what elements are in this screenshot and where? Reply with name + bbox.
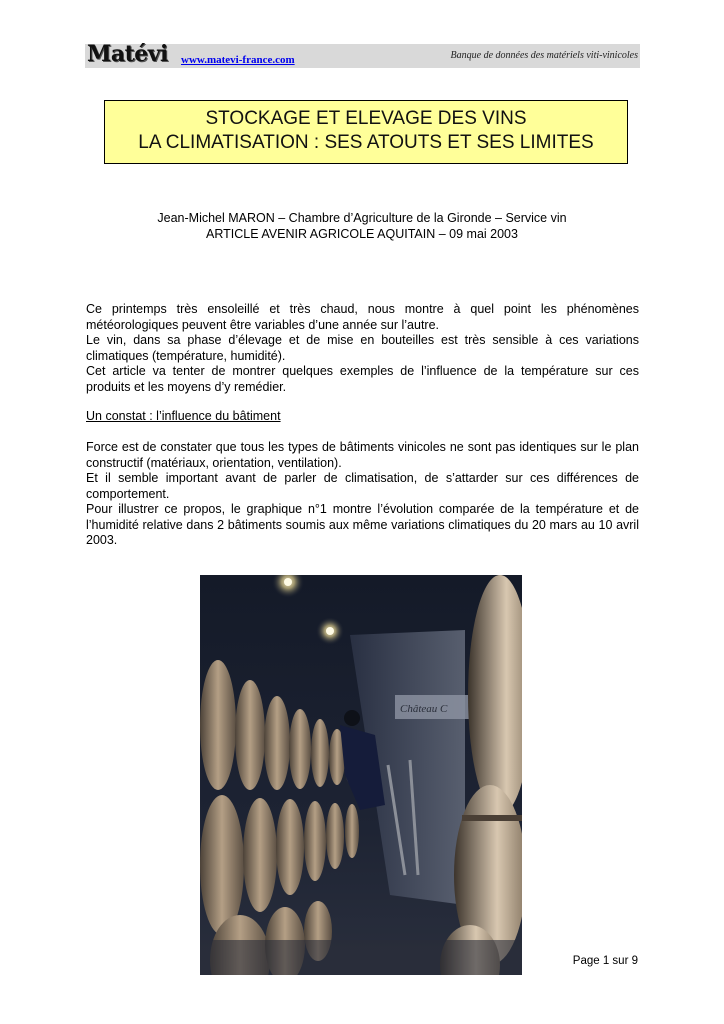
section-paragraph: Et il semble important avant de parler de climatisation, de s’attarder sur ces différences de comportement. — [86, 471, 639, 501]
title-line-2: LA CLIMATISATION : SES ATOUTS ET SES LIMITES — [138, 132, 594, 153]
wine-cellar-photo — [200, 575, 522, 975]
section-paragraph: Pour illustrer ce propos, le graphique n°1 montre l’évolution comparée de la température et de l’humidité relative dans 2 bâtiments soumis aux même variations climatiques du 20 mars au 10 avril 2003. — [86, 502, 639, 547]
title-box — [104, 100, 628, 164]
author-line: Jean-Michel MARON – Chambre d’Agriculture de la Gironde – Service vin — [157, 211, 567, 225]
header-tagline: Banque de données des matériels viti-vinicoles — [450, 50, 638, 61]
matevi-logo: Matévi — [87, 41, 168, 67]
section-heading: Un constat : l’influence du bâtiment — [86, 409, 281, 423]
intro-paragraph: Cet article va tenter de montrer quelques exemples de l’influence de la température sur ces produits et les moyens d’y remédier. — [86, 364, 639, 394]
section-paragraph: Force est de constater que tous les types de bâtiments vinicoles ne sont pas identiques sur le plan constructif (matériaux, orientation, ventilation). — [86, 440, 639, 470]
section-paragraphs — [86, 440, 639, 549]
chateau-sign: Château C — [400, 703, 448, 715]
intro-paragraph: Le vin, dans sa phase d’élevage et de mise en bouteilles est très sensible à ces variations climatiques (température, humidité). — [86, 333, 639, 363]
intro-paragraph: Ce printemps très ensoleillé et très chaud, nous montre à quel point les phénomènes météorologiques peuvent être variables d’une année sur l’autre. — [86, 302, 639, 332]
intro-paragraphs — [86, 302, 639, 395]
website-link[interactable]: www.matevi-france.com — [181, 54, 295, 66]
title-line-1: STOCKAGE ET ELEVAGE DES VINS — [205, 108, 527, 129]
author-block — [0, 210, 724, 242]
barrel-cellar-illustration — [200, 575, 522, 975]
article-source-line: ARTICLE AVENIR AGRICOLE AQUITAIN – 09 mai 2003 — [206, 227, 518, 241]
page-number: Page 1 sur 9 — [572, 955, 638, 967]
